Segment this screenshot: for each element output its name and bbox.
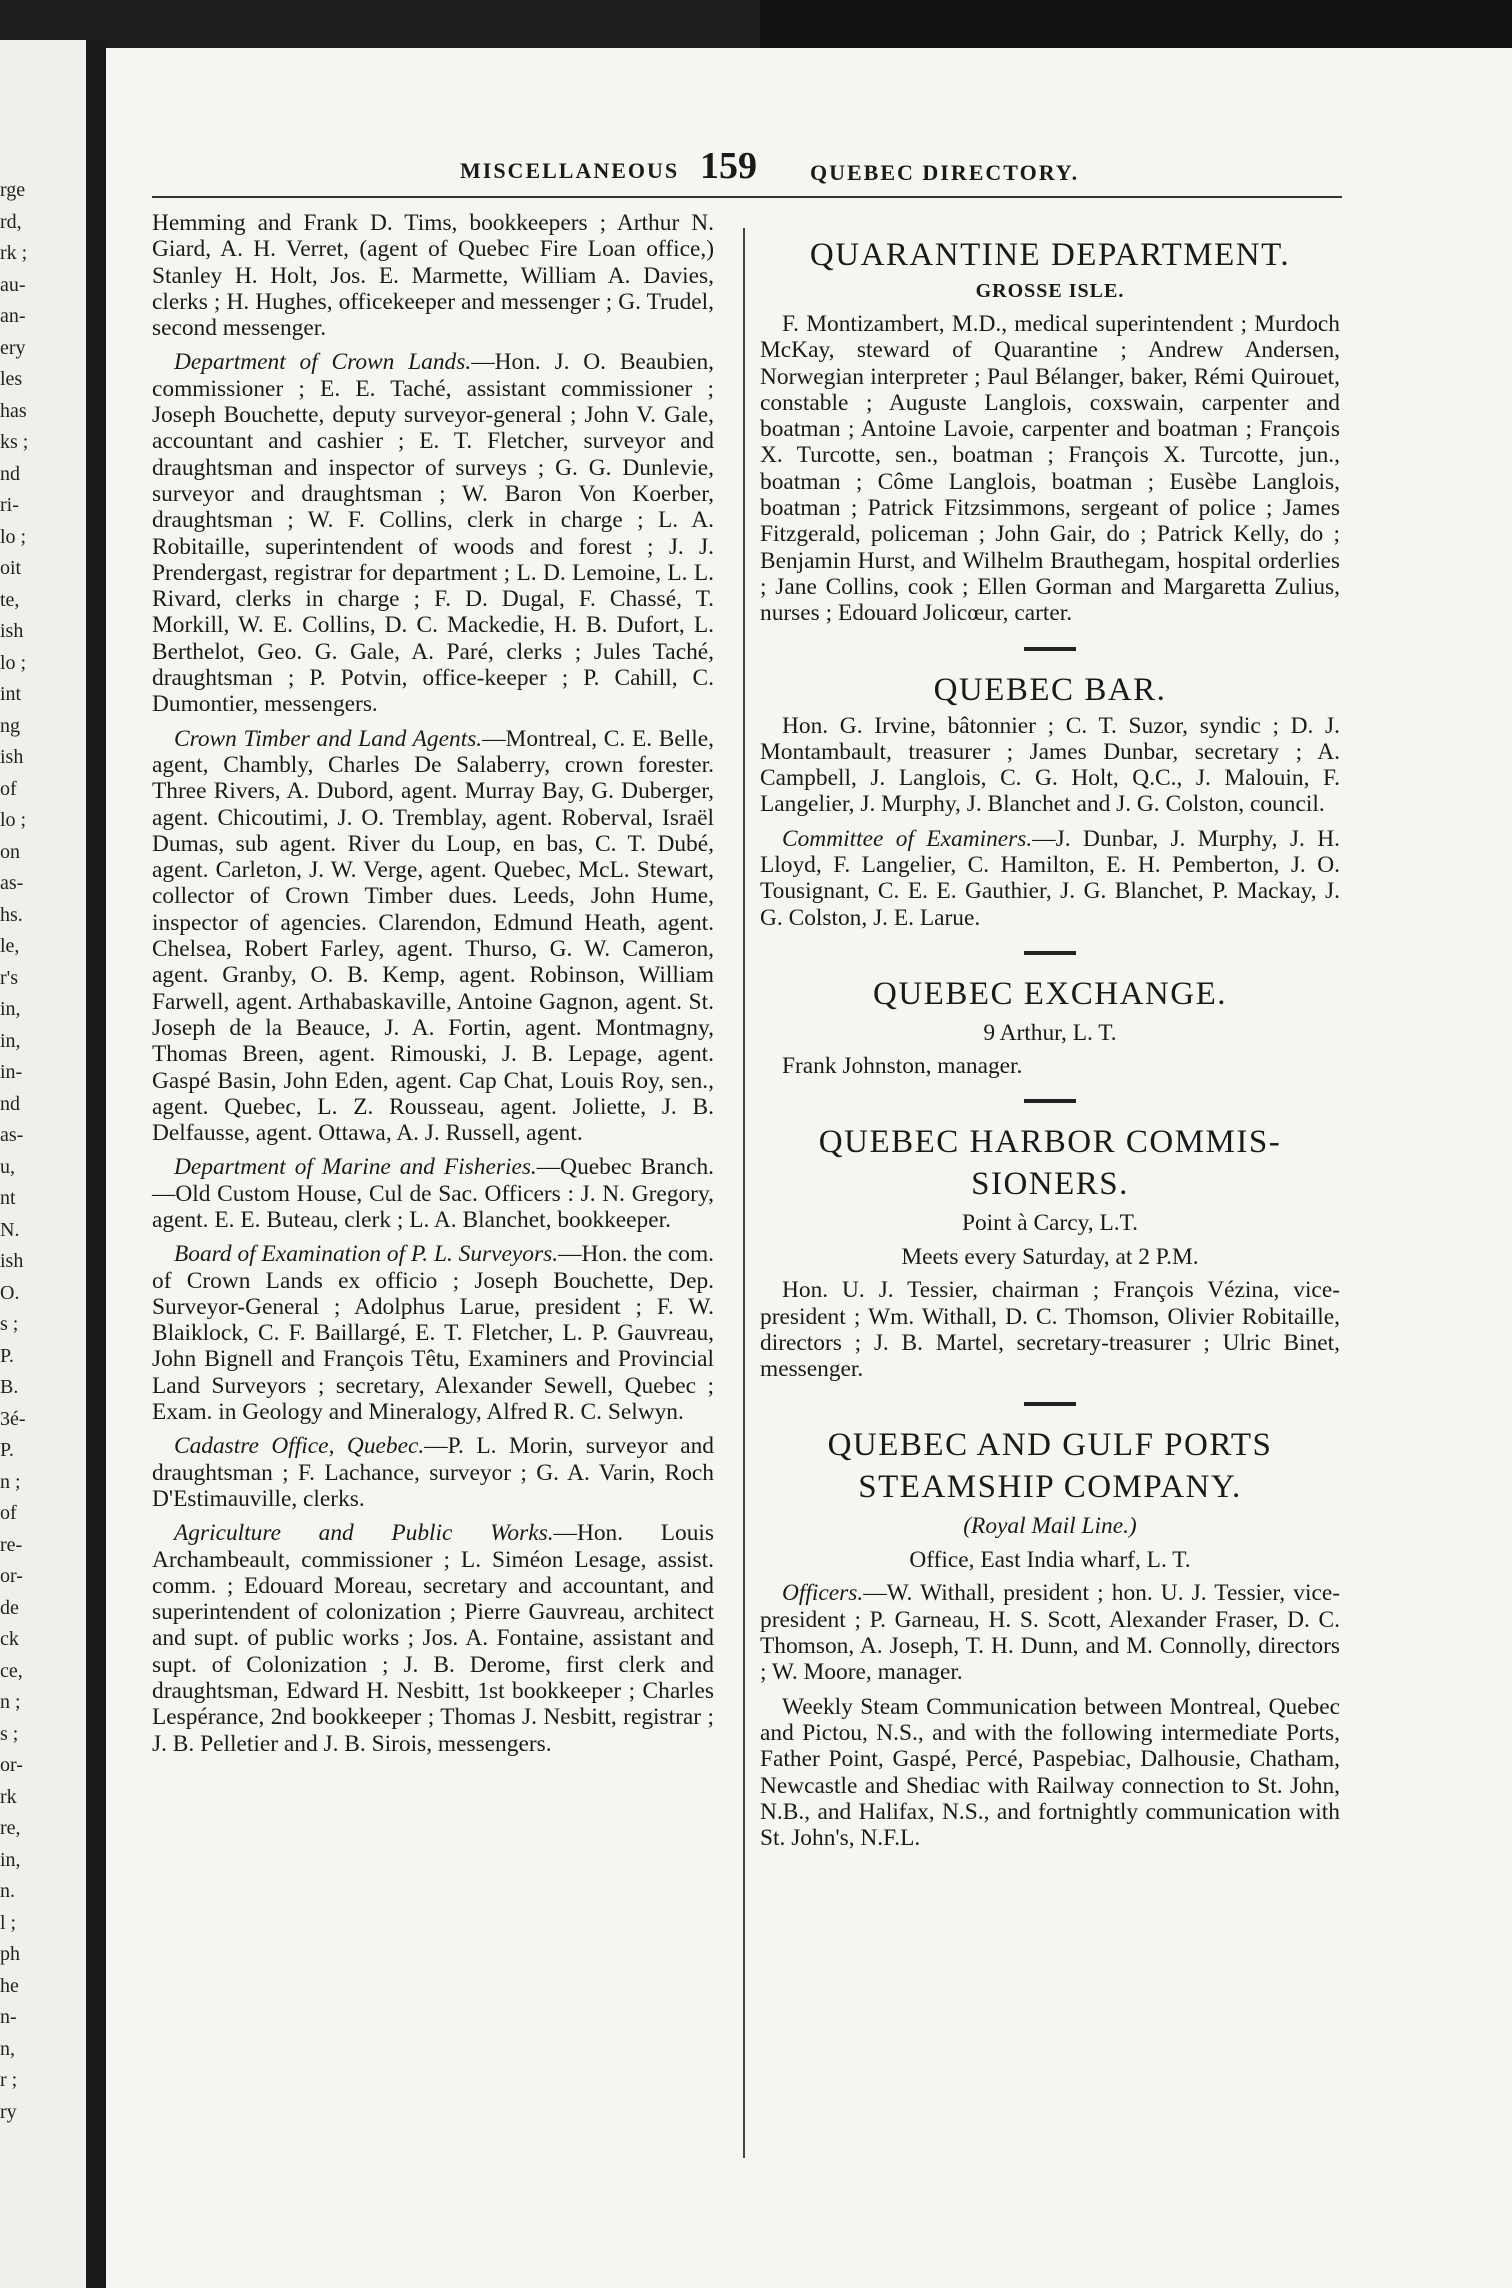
harbor-meeting: Meets every Saturday, at 2 P.M. bbox=[901, 1244, 1199, 1271]
exchange-title: QUEBEC EXCHANGE. bbox=[873, 975, 1227, 1012]
paragraph-timber-agents bbox=[152, 726, 714, 1147]
previous-page-fragment: or- bbox=[0, 1754, 23, 1776]
previous-page-fragment: ri- bbox=[0, 494, 19, 516]
previous-page-fragment: re- bbox=[0, 1533, 23, 1556]
harbor-title-line2: SIONERS. bbox=[971, 1166, 1129, 1203]
page-number: 159 bbox=[700, 145, 757, 187]
previous-page-fragment: an- bbox=[0, 305, 26, 327]
section-divider bbox=[1024, 951, 1076, 955]
previous-page-fragment: ish bbox=[0, 1250, 24, 1272]
previous-page-fragment: de bbox=[0, 1596, 19, 1619]
previous-page-fragment: rk ; bbox=[0, 242, 28, 264]
previous-page-fragment: B. bbox=[0, 1376, 19, 1398]
previous-page-fragment: lo ; bbox=[0, 651, 27, 674]
paragraph-lead: Department of Crown Lands. bbox=[174, 349, 472, 376]
header-directory-name: QUEBEC DIRECTORY. bbox=[810, 160, 1080, 185]
bar-committee bbox=[760, 826, 1340, 931]
previous-page-fragment: rk bbox=[0, 1785, 17, 1808]
previous-page-fragment: ks ; bbox=[0, 431, 29, 453]
previous-page-fragment: s ; bbox=[0, 1722, 19, 1745]
previous-page-fragment: n- bbox=[0, 2006, 17, 2028]
right-column bbox=[760, 232, 1340, 1859]
quarantine-staff: F. Montizambert, M.D., medical superintendent ; Murdoch McKay, steward of Quarantine ; Andrew Andersen, Norwegian interpreter ; Paul Bélanger, baker, Rémi Quirouet, constable ; Auguste Langlois, coxswain, carpenter and boatman ; Antoine Lavoie, carpenter and boatman ; François X. Turcotte, sen., boatman ; François X. Turcotte, jun., boatman ; Côme Langlois, boatman ; Eusèbe Langlois, boatman ; Patrick Fitzsimmons, sergeant of police ; James Fitzgerald, policeman ; John Gair, do ; Patrick Kelly, do ; Benjamin Hurst, and Wilhelm Brauthegam, hospital orderlies ; Jane Collins, cook ; Ellen Gorman and Margaretta Zulius, nurses ; Edouard Jolicœur, carter. bbox=[760, 311, 1340, 627]
paragraph-crown-lands bbox=[152, 349, 714, 717]
previous-page-fragment: int bbox=[0, 683, 22, 705]
previous-page-fragment: te, bbox=[0, 588, 20, 611]
previous-page-fragment: le, bbox=[0, 935, 20, 957]
paragraph-lead: Board of Examination of P. L. Surveyors. bbox=[174, 1241, 559, 1268]
steamship-officers bbox=[760, 1580, 1340, 1685]
previous-page-fragment: ce, bbox=[0, 1659, 23, 1682]
previous-page-edge bbox=[0, 40, 88, 2288]
previous-page-fragment: P. bbox=[0, 1344, 14, 1367]
paragraph-text: —Hon. J. O. Beaubien, commissioner ; E. E. Taché, assistant commissioner ; Joseph Bouchette, deputy surveyor-general ; John V. Gale, accountant and cashier ; E. T. Fletcher, surveyor and draughtsman and inspector of surveys ; G. G. Dunlevie, surveyor and draughtsman ; W. Baron Von Koerber, draughtsman ; W. F. Collins, clerk in charge ; L. A. Robitaille, superintendent of woods and forest ; J. J. Prendergast, registrar for department ; L. D. Lemoine, L. L. Rivard, clerks in charge ; F. D. Dugal, F. Chassé, T. Morkill, W. E. Collins, D. C. Mackedie, H. B. Dufort, L. Berthelot, Geo. G. Gale, A. Paré, clerks ; Jules Taché, draughtsman ; P. Potvin, office-keeper ; P. Cahill, C. Dumontier, messengers. bbox=[152, 349, 714, 718]
previous-page-fragment: N. bbox=[0, 1218, 20, 1241]
quarantine-subtitle: GROSSE ISLE. bbox=[975, 280, 1125, 302]
paragraph-lead: Agriculture and Public Works. bbox=[174, 1520, 554, 1547]
section-divider bbox=[1024, 1402, 1076, 1406]
steamship-schedule: Weekly Steam Communication between Montreal, Quebec and Pictou, N.S., and with the following intermediate Ports, Father Point, Gaspé, Percé, Paspebiac, Dalhousie, Chatham, Newcastle and Shediac with Railway connection to St. John, N.B., and Halifax, N.S., and fortnightly communication with St. John's, N.F.L. bbox=[760, 1693, 1340, 1852]
previous-page-fragment: oit bbox=[0, 557, 22, 579]
previous-page-fragment: les bbox=[0, 368, 23, 390]
previous-page-fragment: of bbox=[0, 1502, 17, 1524]
previous-page-fragment: au- bbox=[0, 273, 26, 296]
previous-page-fragment: ery bbox=[0, 336, 26, 359]
officers-lead: Officers. bbox=[782, 1580, 864, 1607]
previous-page-fragment: ck bbox=[0, 1628, 19, 1650]
previous-page-fragment: n ; bbox=[0, 1470, 21, 1493]
previous-page-fragment: nd bbox=[0, 1092, 20, 1115]
steamship-title-line2: STEAMSHIP COMPANY. bbox=[858, 1469, 1242, 1506]
exchange-manager: Frank Johnston, manager. bbox=[782, 1052, 1023, 1079]
paragraph-text: —Montreal, C. E. Belle, agent, Chambly, Charles De Salaberry, crown forester. Three Rivers, A. Dubord, agent. Murray Bay, G. Duberger, agent. Chicoutimi, J. O. Tremblay, agent. Roberval, Israël Dumas, sub agent. River du Loup, en bas, C. T. Dubé, agent. Carleton, J. W. Verge, agent. Quebec, McL. Stewart, collector of Crown Timber dues. Leeds, John Hume, inspector of agencies. Clarendon, Edmund Heath, agent. Chelsea, Robert Farley, agent. Thurso, G. W. Cameron, agent. Granby, O. B. Kemp, agent. Robinson, William Farwell, agent. Arthabaskaville, Antoine Gagnon, agent. St. Joseph de la Beauce, J. A. Fortin, agent. Montmagny, Thomas Breen, agent. Rimouski, J. B. Lepage, agent. Gaspé Basin, John Eden, agent. Cap Chat, Louis Roy, sen., agent. Quebec, L. Z. Rousseau, agent. Joliette, J. B. Delfausse, agent. Ottawa, A. J. Russell, agent. bbox=[152, 725, 714, 1147]
previous-page-fragment: in- bbox=[0, 1061, 23, 1083]
paragraph-text: —Quebec Branch.—Old Custom House, Cul de Sac. Officers : J. N. Gregory, agent. E. E. Buteau, clerk ; L. A. Blanchet, bookkeeper. bbox=[152, 1154, 714, 1233]
running-header bbox=[350, 100, 1250, 187]
paragraph-text: —P. L. Morin, surveyor and draughtsman ; F. Lachance, surveyor ; G. A. Varin, Roch D'Estimauville, clerks. bbox=[152, 1433, 714, 1512]
previous-page-fragment: 3é- bbox=[0, 1407, 26, 1430]
previous-page-fragment: as- bbox=[0, 872, 24, 894]
committee-text: —J. Dunbar, J. Murphy, J. H. Lloyd, F. Langelier, C. Hamilton, E. H. Pemberton, J. O. Tousignant, C. E. E. Gauthier, J. G. Blanchet, P. Mackay, J. G. Colston, J. E. Larue. bbox=[760, 825, 1340, 931]
previous-page-fragment: or- bbox=[0, 1565, 23, 1587]
bar-members: Hon. G. Irvine, bâtonnier ; C. T. Suzor, syndic ; D. J. Montambault, treasurer ; James Dunbar, secretary ; A. Campbell, J. Langlois, C. G. Holt, Q.C., J. Malouin, F. Langelier, J. Murphy, J. Blanchet and J. G. Colston, council. bbox=[760, 712, 1340, 818]
paragraph-agriculture-works bbox=[152, 1520, 714, 1757]
paragraph-surveyors-board bbox=[152, 1241, 714, 1425]
steamship-office: Office, East India wharf, L. T. bbox=[909, 1547, 1191, 1574]
paragraph-lead: Crown Timber and Land Agents. bbox=[174, 725, 483, 752]
previous-page-fragment: nd bbox=[0, 462, 20, 485]
previous-page-fragment: lo ; bbox=[0, 525, 27, 548]
previous-page-fragment: u, bbox=[0, 1155, 15, 1178]
previous-page-fragment: ph bbox=[0, 1943, 20, 1965]
paragraph-text: —Hon. Louis Archambeault, commissioner ; L. Siméon Lesage, assist. comm. ; Edouard Moreau, secretary and accountant, and superintendent of colonization ; Pierre Gauvreau, architect and supt. of public works ; Jos. A. Fontaine, assistant and supt. of Colonization ; J. B. Derome, first clerk and draughtsman, Edward H. Nesbitt, 1st bookkeeper ; Charles Lespérance, 2nd bookkeeper ; Thomas J. Nesbitt, registrar ; J. B. Pelletier and J. B. Sirois, messengers. bbox=[152, 1520, 715, 1757]
previous-page-fragment: ish bbox=[0, 620, 24, 642]
previous-page-fragment: r ; bbox=[0, 2069, 18, 2091]
previous-page-fragment: hs. bbox=[0, 903, 23, 926]
previous-page-fragment: P. bbox=[0, 1439, 14, 1461]
section-divider bbox=[1024, 647, 1076, 651]
quarantine-title: QUARANTINE DEPARTMENT. bbox=[809, 237, 1291, 273]
previous-page-fragment: n, bbox=[0, 2037, 15, 2060]
previous-page-fragment: lo ; bbox=[0, 809, 27, 831]
left-column bbox=[152, 210, 714, 1765]
previous-page-fragment: nt bbox=[0, 1187, 16, 1209]
previous-page-fragment: ng bbox=[0, 714, 20, 737]
previous-page-fragment: in, bbox=[0, 998, 21, 1020]
scan-background-corner bbox=[760, 0, 1512, 55]
previous-page-fragment: l ; bbox=[0, 1911, 17, 1934]
steamship-line-name bbox=[760, 1512, 1340, 1540]
harbor-title-line1: QUEBEC HARBOR COMMIS- bbox=[818, 1124, 1282, 1161]
paragraph-lead: Cadastre Office, Quebec. bbox=[174, 1433, 425, 1460]
previous-page-fragment: as- bbox=[0, 1124, 24, 1146]
previous-page-fragment: rge bbox=[0, 179, 26, 201]
paragraph-text: Hemming and Frank D. Tims, bookkeepers ; Arthur N. Giard, A. H. Verret, (agent of Quebec Fire Loan office,) Stanley H. Holt, Jos. E. Marmette, William A. Davies, clerks ; H. Hughes, officekeeper and messenger ; G. Trudel, second messenger. bbox=[152, 210, 714, 342]
previous-page-fragment: s ; bbox=[0, 1313, 19, 1335]
previous-page-fragment: he bbox=[0, 1974, 19, 1997]
paragraph-continued-staff bbox=[152, 210, 714, 341]
column-divider bbox=[743, 228, 745, 2158]
previous-page-fragment: in, bbox=[0, 1848, 21, 1871]
line-name-text: (Royal Mail Line.) bbox=[963, 1513, 1137, 1540]
previous-page-fragment: O. bbox=[0, 1281, 20, 1304]
previous-page-fragment: rd, bbox=[0, 210, 22, 233]
exchange-address: 9 Arthur, L. T. bbox=[983, 1019, 1117, 1046]
previous-page-fragment: on bbox=[0, 840, 20, 863]
previous-page-fragment: re, bbox=[0, 1817, 21, 1839]
previous-page-fragment: of bbox=[0, 777, 17, 800]
section-divider bbox=[1024, 1099, 1076, 1103]
previous-page-fragment: n. bbox=[0, 1880, 15, 1902]
officers-text: —W. Withall, president ; hon. U. J. Tessier, vice-president ; P. Garneau, H. S. Scott, Alexander Fraser, D. C. Thomson, A. Joseph, T. H. Dunn, and M. Connolly, directors ; W. Moore, manager. bbox=[760, 1580, 1340, 1686]
bar-title: QUEBEC BAR. bbox=[933, 671, 1167, 708]
previous-page-fragment: r's bbox=[0, 966, 19, 989]
harbor-members: Hon. U. J. Tessier, chairman ; François Vézina, vice-president ; Wm. Withall, D. C. Thomson, Olivier Robitaille, directors ; J. B. Martel, secretary-treasurer ; Ulric Binet, messenger. bbox=[760, 1277, 1340, 1383]
committee-lead: Committee of Examiners. bbox=[782, 825, 1033, 852]
header-section-name: MISCELLANEOUS bbox=[460, 158, 680, 183]
previous-page-fragment: ish bbox=[0, 746, 24, 768]
paragraph-text: —Hon. the com. of Crown Lands ex officio ; Joseph Bouchette, Dep. Surveyor-General ; Adolphus Larue, president ; F. W. Blaiklock, C. F. Baillargé, E. T. Fletcher, L. P. Gauvreau, John Bignell and François Têtu, Examiners and Provincial Land Surveyors ; secretary, Alexander Sewell, Quebec ; Exam. in Geology and Mineralogy, Alfred R. C. Selwyn. bbox=[152, 1241, 714, 1426]
header-rule bbox=[152, 196, 1342, 198]
previous-page-fragment: n ; bbox=[0, 1691, 21, 1713]
paragraph-marine-fisheries bbox=[152, 1154, 714, 1233]
previous-page-fragment: has bbox=[0, 399, 27, 422]
steamship-title-line1: QUEBEC AND GULF PORTS bbox=[827, 1427, 1273, 1464]
book-gutter bbox=[86, 40, 108, 2288]
paragraph-lead: Department of Marine and Fisheries. bbox=[174, 1154, 537, 1181]
previous-page-fragment: ry bbox=[0, 2100, 17, 2123]
harbor-address: Point à Carcy, L.T. bbox=[961, 1210, 1139, 1237]
previous-page-fragment: in, bbox=[0, 1029, 21, 1052]
paragraph-cadastre-office bbox=[152, 1433, 714, 1512]
